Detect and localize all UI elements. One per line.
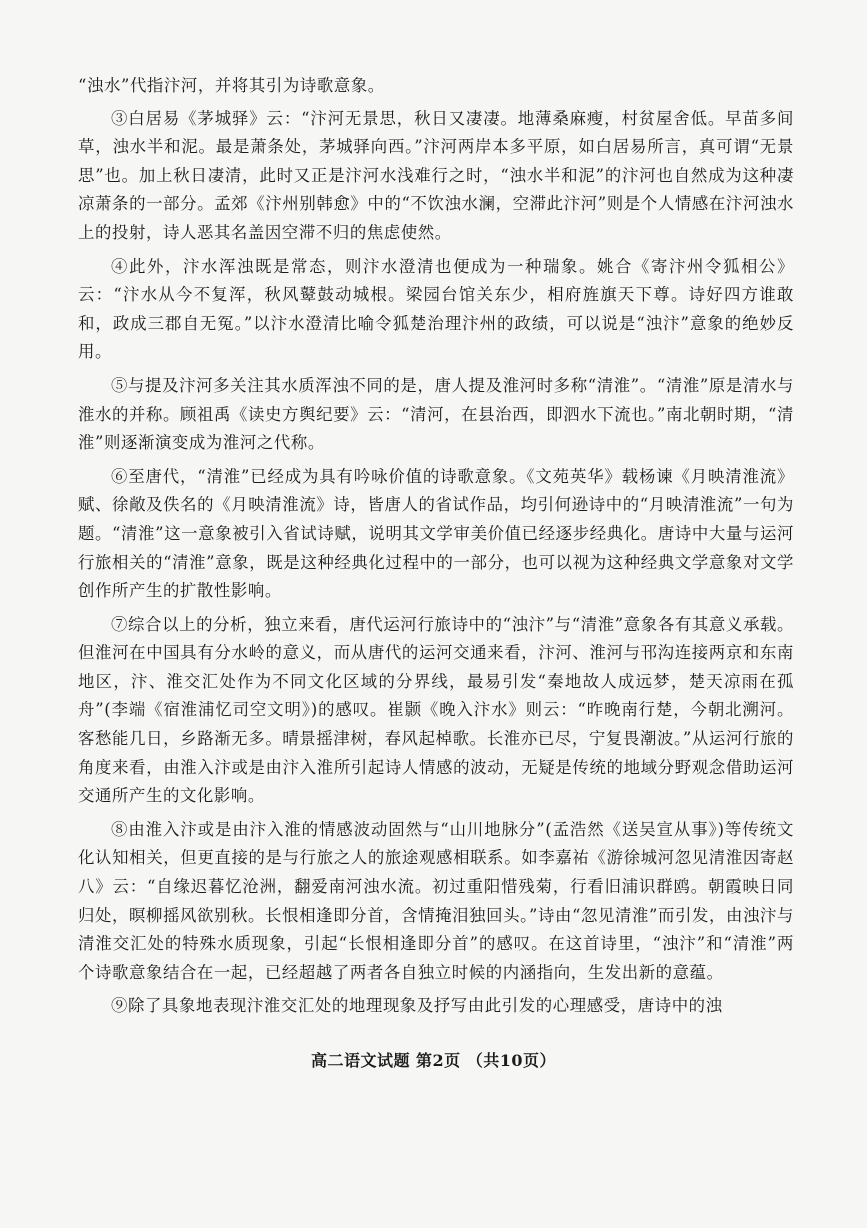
paragraph-9: ⑨除了具象地表现汴淮交汇处的地理现象及抒写由此引发的心理感受，唐诗中的浊 xyxy=(111,996,723,1016)
paragraph-8: ⑧由淮入汴或是由汴入淮的情感波动固然与“山川地脉分”(孟浩然《送吴宣从事》)等传统文化认知相关，但更直接的是与行旅之人的旅途观感相联系。如李嘉祐《游徐城河忽见清淮因寄赵八》云：“自缘迟暮忆沧洲，翻爱南河浊水流。初过重阳惜残菊，行看旧浦识群鸥。朝霞映日同归处，暝柳摇风欲别秋。长恨相逢即分首，含情掩泪独回头。”诗由“忽见清淮”而引发，由浊汴与清淮交汇处的特殊水质现象，引起“长恨相逢即分首”的感叹。在这首诗里，“浊汴”和“清淮”两个诗歌意象结合在一起，已经超越了两者各自独立时候的内涵指向，生发出新的意蕴。 xyxy=(78,819,794,982)
paragraph-7: ⑦综合以上的分析，独立来看，唐代运河行旅诗中的“浊汴”与“清淮”意象各有其意义承载。但淮河在中国具有分水岭的意义，而从唐代的运河交通来看，汴河、淮河与邗沟连接两京和东南地区，汴、淮交汇处作为不同文化区域的分界线，最易引发“秦地故人成远梦，楚天凉雨在孤舟”(李端《宿淮浦忆司空文明》)的感叹。崔颢《晚入汴水》则云：“昨晚南行楚，今朝北溯河。客愁能几日，乡路渐无多。晴景摇津树，春风起棹歌。长淮亦已尽，宁复畏潮波。”从运河行旅的角度来看，由淮入汴或是由汴入淮所引起诗人情感的波动，无疑是传统的地域分野观念借助运河交通所产生的文化影响。 xyxy=(78,614,794,806)
document-body xyxy=(78,72,794,1026)
paragraph-continuation: “浊水”代指汴河，并将其引为诗歌意象。 xyxy=(78,76,385,95)
paragraph-5: ⑤与提及汴河多关注其水质浑浊不同的是，唐人提及淮河时多称“清淮”。“清淮”原是清水与淮水的并称。顾祖禹《读史方舆纪要》云：“清河，在县治西，即泗水下流也。”南北朝时期，“清淮”则逐渐演变成为淮河之代称。 xyxy=(78,375,794,453)
paragraph-6: ⑥至唐代，“清淮”已经成为具有吟咏价值的诗歌意象。《文苑英华》载杨谏《月映清淮流》赋、徐敞及佚名的《月映清淮流》诗，皆唐人的省试作品，均引何逊诗中的“月映清淮流”一句为题。“清淮”这一意象被引入省试诗赋，说明其文学审美价值已经逐步经典化。唐诗中大量与运河行旅相关的“清淮”意象，既是这种经典化过程中的一部分，也可以视为这种经典文学意象对文学创作所产生的扩散性影响。 xyxy=(78,466,794,601)
paragraph-4: ④此外，汴水浑浊既是常态，则汴水澄清也便成为一种瑞象。姚合《寄汴州令狐相公》云：“汴水从今不复浑，秋风鼙鼓动城根。梁园台馆关东少，相府旌旗天下尊。诗好四方谁敢和，政成三郡自无冤。”以汴水澄清比喻令狐楚治理汴州的政绩，可以说是“浊汴”意象的绝妙反用。 xyxy=(78,256,794,362)
page-footer: 高二语文试题 第2页 （共10页） xyxy=(310,1051,557,1070)
paragraph-3: ③白居易《茅城驿》云：“汴河无景思，秋日又凄凄。地薄桑麻瘦，村贫屋舍低。早苗多间草，浊水半和泥。最是萧条处，茅城驿向西。”汴河两岸本多平原，如白居易所言，真可谓“无景思”也。加上秋日凄清，此时又正是汴河水浅难行之时，“浊水半和泥”的汴河也自然成为这种凄凉萧条的一部分。孟郊《汴州别韩愈》中的“不饮浊水澜，空滞此汴河”则是个人情感在汴河浊水上的投射，诗人恶其名盖因空滞不归的焦虑使然。 xyxy=(78,108,794,242)
